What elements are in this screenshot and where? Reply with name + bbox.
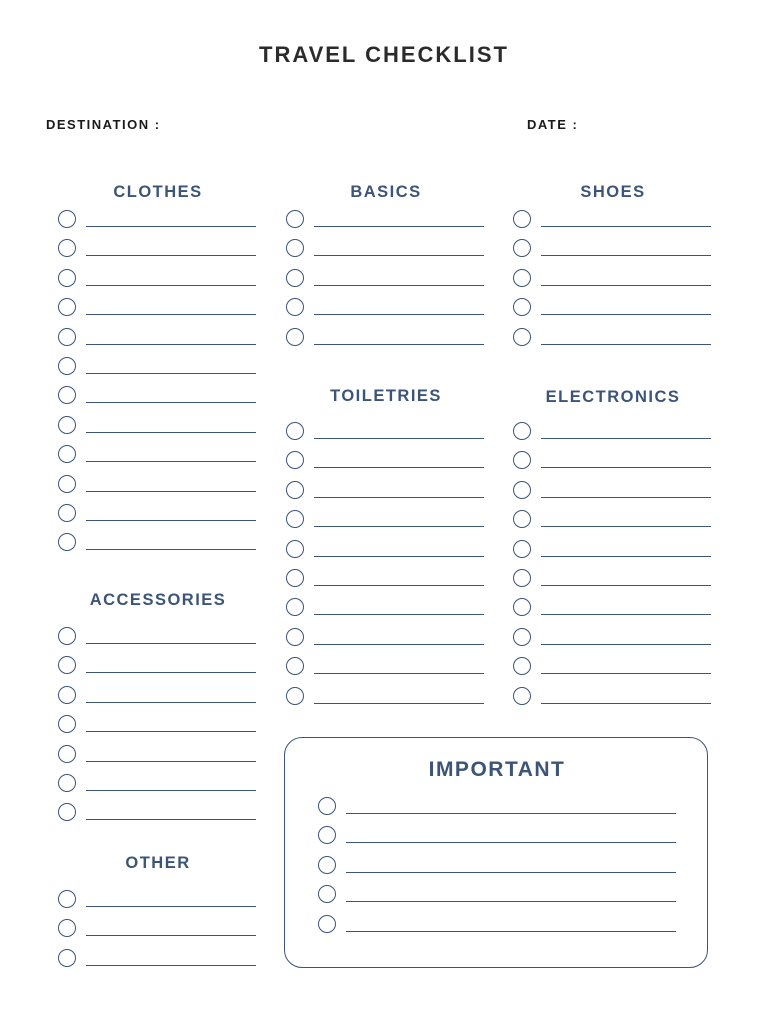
item-entry-field[interactable]: [541, 438, 711, 439]
item-entry-field[interactable]: [86, 643, 256, 644]
checklist-row: [286, 598, 486, 620]
item-entry-field[interactable]: [314, 614, 484, 615]
item-entry-field[interactable]: [314, 226, 484, 227]
checklist-row: [513, 628, 713, 650]
empty-circle-icon[interactable]: [58, 328, 76, 346]
item-entry-field[interactable]: [86, 702, 256, 703]
empty-circle-icon[interactable]: [58, 210, 76, 228]
checklist-row: [318, 797, 678, 819]
item-entry-field[interactable]: [541, 556, 711, 557]
item-entry-field[interactable]: [314, 438, 484, 439]
item-entry-field[interactable]: [314, 255, 484, 256]
item-entry-field[interactable]: [86, 549, 256, 550]
item-entry-field[interactable]: [314, 526, 484, 527]
checklist-row: [286, 569, 486, 591]
checklist-row: [58, 298, 258, 320]
item-entry-field[interactable]: [541, 497, 711, 498]
checklist-row: [513, 598, 713, 620]
checklist-row: [58, 890, 258, 912]
empty-circle-icon[interactable]: [58, 357, 76, 375]
checklist-row: [513, 451, 713, 473]
checklist-row: [58, 803, 258, 825]
empty-circle-icon[interactable]: [513, 569, 531, 587]
checklist-row: [58, 774, 258, 796]
empty-circle-icon[interactable]: [513, 210, 531, 228]
item-entry-field[interactable]: [86, 344, 256, 345]
checklist-row: [513, 687, 713, 709]
checklist-row: [58, 504, 258, 526]
item-entry-field[interactable]: [314, 556, 484, 557]
item-entry-field[interactable]: [86, 432, 256, 433]
empty-circle-icon[interactable]: [286, 328, 304, 346]
section-title: ELECTRONICS: [545, 388, 681, 406]
empty-circle-icon[interactable]: [58, 386, 76, 404]
item-entry-field[interactable]: [314, 644, 484, 645]
checklist-row: [513, 298, 713, 320]
empty-circle-icon[interactable]: [286, 598, 304, 616]
empty-circle-icon[interactable]: [286, 540, 304, 558]
empty-circle-icon[interactable]: [58, 475, 76, 493]
empty-circle-icon[interactable]: [513, 628, 531, 646]
checklist-row: [513, 569, 713, 591]
item-entry-field[interactable]: [314, 497, 484, 498]
item-entry-field[interactable]: [86, 819, 256, 820]
item-entry-field[interactable]: [346, 901, 676, 902]
item-entry-field[interactable]: [314, 703, 484, 704]
checklist-row: [58, 239, 258, 261]
empty-circle-icon[interactable]: [513, 687, 531, 705]
empty-circle-icon[interactable]: [513, 269, 531, 287]
empty-circle-icon[interactable]: [318, 826, 336, 844]
checklist-row: [513, 540, 713, 562]
item-entry-field[interactable]: [86, 402, 256, 403]
checklist-row: [58, 949, 258, 971]
item-entry-field[interactable]: [541, 703, 711, 704]
checklist-row: [318, 826, 678, 848]
empty-circle-icon[interactable]: [513, 657, 531, 675]
item-entry-field[interactable]: [86, 285, 256, 286]
item-entry-field[interactable]: [314, 585, 484, 586]
section-title: CLOTHES: [113, 183, 203, 201]
checklist-row: [286, 628, 486, 650]
empty-circle-icon[interactable]: [286, 239, 304, 257]
item-entry-field[interactable]: [86, 935, 256, 936]
item-entry-field[interactable]: [346, 872, 676, 873]
empty-circle-icon[interactable]: [286, 569, 304, 587]
item-entry-field[interactable]: [541, 526, 711, 527]
checklist-row: [58, 686, 258, 708]
item-entry-field[interactable]: [86, 965, 256, 966]
item-entry-field[interactable]: [314, 467, 484, 468]
checklist-row: [286, 422, 486, 444]
empty-circle-icon[interactable]: [286, 298, 304, 316]
empty-circle-icon[interactable]: [58, 890, 76, 908]
item-entry-field[interactable]: [86, 790, 256, 791]
empty-circle-icon[interactable]: [58, 239, 76, 257]
empty-circle-icon[interactable]: [318, 915, 336, 933]
checklist-row: [58, 269, 258, 291]
checklist-row: [58, 445, 258, 467]
checklist-row: [513, 422, 713, 444]
item-entry-field[interactable]: [86, 226, 256, 227]
item-entry-field[interactable]: [346, 842, 676, 843]
checklist-row: [286, 298, 486, 320]
item-entry-field[interactable]: [86, 520, 256, 521]
section-title: SHOES: [580, 183, 646, 201]
checklist-row: [513, 657, 713, 679]
empty-circle-icon[interactable]: [513, 422, 531, 440]
checklist-row: [58, 919, 258, 941]
checklist-row: [286, 540, 486, 562]
checklist-row: [58, 475, 258, 497]
empty-circle-icon[interactable]: [286, 422, 304, 440]
item-entry-field[interactable]: [86, 761, 256, 762]
section-title: TOILETRIES: [330, 387, 442, 405]
item-entry-field[interactable]: [541, 255, 711, 256]
item-entry-field[interactable]: [314, 285, 484, 286]
item-entry-field[interactable]: [86, 314, 256, 315]
item-entry-field[interactable]: [314, 344, 484, 345]
item-entry-field[interactable]: [346, 931, 676, 932]
checklist-row: [58, 715, 258, 737]
empty-circle-icon[interactable]: [513, 451, 531, 469]
item-entry-field[interactable]: [346, 813, 676, 814]
empty-circle-icon[interactable]: [286, 269, 304, 287]
empty-circle-icon[interactable]: [513, 239, 531, 257]
item-entry-field[interactable]: [541, 314, 711, 315]
checklist-row: [513, 210, 713, 232]
item-entry-field[interactable]: [86, 491, 256, 492]
checklist-row: [286, 269, 486, 291]
empty-circle-icon[interactable]: [58, 803, 76, 821]
empty-circle-icon[interactable]: [318, 856, 336, 874]
item-entry-field[interactable]: [541, 285, 711, 286]
empty-circle-icon[interactable]: [58, 656, 76, 674]
empty-circle-icon[interactable]: [58, 298, 76, 316]
empty-circle-icon[interactable]: [513, 481, 531, 499]
checklist-row: [513, 510, 713, 532]
empty-circle-icon[interactable]: [58, 686, 76, 704]
checklist-row: [286, 210, 486, 232]
item-entry-field[interactable]: [86, 461, 256, 462]
item-entry-field[interactable]: [541, 226, 711, 227]
checklist-row: [318, 915, 678, 937]
empty-circle-icon[interactable]: [286, 687, 304, 705]
important-title: IMPORTANT: [428, 758, 566, 781]
empty-circle-icon[interactable]: [58, 919, 76, 937]
checklist-row: [513, 328, 713, 350]
empty-circle-icon[interactable]: [58, 774, 76, 792]
empty-circle-icon[interactable]: [286, 628, 304, 646]
checklist-row: [286, 481, 486, 503]
item-entry-field[interactable]: [86, 255, 256, 256]
item-entry-field[interactable]: [314, 673, 484, 674]
checklist-row: [58, 210, 258, 232]
item-entry-field[interactable]: [541, 467, 711, 468]
checklist-row: [513, 481, 713, 503]
empty-circle-icon[interactable]: [513, 540, 531, 558]
section-title: BASICS: [350, 183, 422, 201]
item-entry-field[interactable]: [86, 906, 256, 907]
empty-circle-icon[interactable]: [286, 481, 304, 499]
checklist-row: [58, 328, 258, 350]
item-entry-field[interactable]: [86, 373, 256, 374]
checklist-row: [513, 239, 713, 261]
empty-circle-icon[interactable]: [513, 598, 531, 616]
item-entry-field[interactable]: [541, 344, 711, 345]
empty-circle-icon[interactable]: [513, 328, 531, 346]
item-entry-field[interactable]: [86, 731, 256, 732]
section-title: ACCESSORIES: [89, 591, 227, 609]
empty-circle-icon[interactable]: [58, 949, 76, 967]
checklist-row: [58, 386, 258, 408]
checklist-row: [58, 357, 258, 379]
empty-circle-icon[interactable]: [513, 298, 531, 316]
empty-circle-icon[interactable]: [58, 504, 76, 522]
item-entry-field[interactable]: [541, 673, 711, 674]
checklist-row: [286, 657, 486, 679]
empty-circle-icon[interactable]: [58, 533, 76, 551]
item-entry-field[interactable]: [541, 585, 711, 586]
item-entry-field[interactable]: [314, 314, 484, 315]
empty-circle-icon[interactable]: [286, 510, 304, 528]
item-entry-field[interactable]: [541, 614, 711, 615]
empty-circle-icon[interactable]: [286, 210, 304, 228]
empty-circle-icon[interactable]: [58, 416, 76, 434]
checklist-row: [286, 510, 486, 532]
page-title: TRAVEL CHECKLIST: [259, 42, 509, 67]
checklist-row: [58, 416, 258, 438]
empty-circle-icon[interactable]: [318, 797, 336, 815]
checklist-row: [286, 687, 486, 709]
checklist-row: [58, 745, 258, 767]
date-label: DATE :: [527, 117, 579, 132]
item-entry-field[interactable]: [86, 672, 256, 673]
empty-circle-icon[interactable]: [58, 445, 76, 463]
important-box: [284, 737, 708, 968]
section-title: OTHER: [125, 854, 191, 872]
checklist-row: [286, 328, 486, 350]
empty-circle-icon[interactable]: [58, 745, 76, 763]
checklist-row: [318, 885, 678, 907]
checklist-row: [58, 533, 258, 555]
empty-circle-icon[interactable]: [58, 627, 76, 645]
empty-circle-icon[interactable]: [513, 510, 531, 528]
empty-circle-icon[interactable]: [286, 451, 304, 469]
empty-circle-icon[interactable]: [318, 885, 336, 903]
checklist-row: [286, 451, 486, 473]
checklist-row: [58, 656, 258, 678]
checklist-row: [318, 856, 678, 878]
checklist-row: [513, 269, 713, 291]
checklist-row: [286, 239, 486, 261]
destination-label: DESTINATION :: [46, 117, 161, 132]
checklist-row: [58, 627, 258, 649]
item-entry-field[interactable]: [541, 644, 711, 645]
empty-circle-icon[interactable]: [58, 715, 76, 733]
empty-circle-icon[interactable]: [58, 269, 76, 287]
empty-circle-icon[interactable]: [286, 657, 304, 675]
